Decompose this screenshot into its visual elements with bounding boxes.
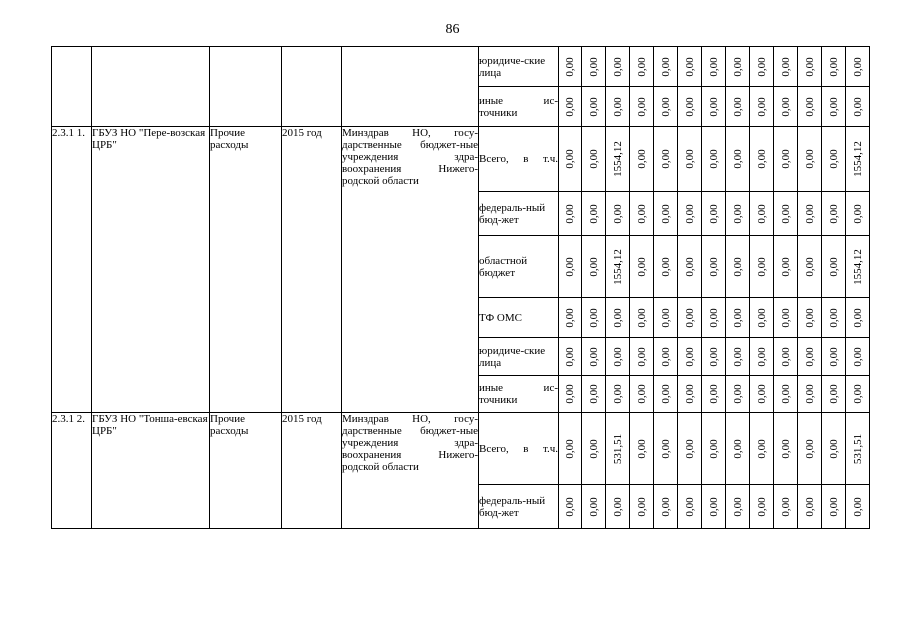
value-text: 0,00 bbox=[611, 346, 624, 367]
value-cell bbox=[678, 338, 702, 376]
source-label: областной бюджет bbox=[479, 236, 559, 298]
value-cell bbox=[846, 376, 870, 413]
executor-cell: Минздрав НО, госу-дарственные бюджет-ные учреждения здра-воохранения Нижего-родской области bbox=[342, 413, 479, 529]
value-text: 0,00 bbox=[587, 149, 600, 169]
value-cell bbox=[798, 87, 822, 127]
value-text: 0,00 bbox=[731, 496, 744, 517]
value-text: 0,00 bbox=[851, 96, 864, 117]
value-text: 0,00 bbox=[564, 96, 576, 117]
value-text: 0,00 bbox=[611, 96, 624, 117]
value-text: 0,00 bbox=[707, 256, 720, 277]
value-text: 0,00 bbox=[683, 496, 696, 517]
value-cell bbox=[582, 192, 606, 236]
value-cell bbox=[582, 236, 606, 298]
value-cell bbox=[606, 338, 630, 376]
value-cell bbox=[822, 338, 846, 376]
value-text: 0,00 bbox=[635, 438, 648, 459]
value-text: 0,00 bbox=[803, 307, 816, 328]
value-cell bbox=[822, 47, 846, 87]
value-cell bbox=[678, 192, 702, 236]
value-cell bbox=[559, 485, 582, 529]
value-text: 0,00 bbox=[659, 96, 672, 117]
source-label: иные ис-точники bbox=[479, 87, 559, 127]
value-cell bbox=[798, 47, 822, 87]
value-cell bbox=[798, 236, 822, 298]
value-text: 1554,12 bbox=[611, 248, 624, 285]
value-text: 0,00 bbox=[707, 346, 720, 367]
value-text: 0,00 bbox=[803, 96, 816, 117]
value-cell bbox=[678, 413, 702, 485]
value-text: 0,00 bbox=[755, 438, 768, 459]
value-cell bbox=[582, 413, 606, 485]
value-cell bbox=[630, 298, 654, 338]
value-text: 0,00 bbox=[659, 384, 672, 404]
value-cell bbox=[559, 87, 582, 127]
value-cell bbox=[630, 376, 654, 413]
value-cell bbox=[798, 298, 822, 338]
value-cell bbox=[774, 236, 798, 298]
value-text: 0,00 bbox=[707, 56, 720, 77]
value-cell bbox=[582, 338, 606, 376]
value-text: 0,00 bbox=[827, 149, 840, 169]
value-cell bbox=[750, 413, 774, 485]
value-text: 0,00 bbox=[683, 56, 696, 77]
value-text: 0,00 bbox=[611, 307, 624, 328]
value-cell bbox=[750, 192, 774, 236]
value-text: 0,00 bbox=[827, 307, 840, 328]
value-cell bbox=[582, 485, 606, 529]
value-cell bbox=[606, 485, 630, 529]
value-text: 0,00 bbox=[851, 384, 864, 404]
value-cell bbox=[750, 236, 774, 298]
value-cell bbox=[726, 298, 750, 338]
value-cell bbox=[846, 413, 870, 485]
value-cell bbox=[606, 376, 630, 413]
value-cell bbox=[774, 127, 798, 192]
value-cell bbox=[798, 192, 822, 236]
value-text: 0,00 bbox=[635, 203, 648, 224]
value-cell bbox=[846, 47, 870, 87]
empty-cell bbox=[282, 47, 342, 127]
value-cell bbox=[702, 485, 726, 529]
value-cell bbox=[774, 87, 798, 127]
value-text: 0,00 bbox=[659, 346, 672, 367]
value-text: 0,00 bbox=[635, 496, 648, 517]
value-text: 0,00 bbox=[707, 149, 720, 169]
value-text: 0,00 bbox=[755, 149, 768, 169]
value-cell bbox=[559, 376, 582, 413]
value-cell bbox=[726, 192, 750, 236]
value-text: 0,00 bbox=[827, 384, 840, 404]
value-text: 0,00 bbox=[683, 307, 696, 328]
value-text: 0,00 bbox=[659, 256, 672, 277]
value-text: 0,00 bbox=[731, 346, 744, 367]
value-text: 0,00 bbox=[755, 346, 768, 367]
value-cell bbox=[822, 87, 846, 127]
value-text: 0,00 bbox=[587, 203, 600, 224]
value-cell bbox=[846, 298, 870, 338]
value-cell bbox=[702, 127, 726, 192]
value-text: 0,00 bbox=[803, 496, 816, 517]
value-text: 0,00 bbox=[803, 56, 816, 77]
value-cell bbox=[606, 413, 630, 485]
value-text: 0,00 bbox=[731, 256, 744, 277]
value-text: 0,00 bbox=[635, 307, 648, 328]
value-cell bbox=[822, 485, 846, 529]
value-cell bbox=[630, 236, 654, 298]
value-text: 0,00 bbox=[707, 96, 720, 117]
value-text: 0,00 bbox=[851, 346, 864, 367]
value-text: 0,00 bbox=[587, 307, 600, 328]
value-cell bbox=[678, 376, 702, 413]
value-cell bbox=[606, 127, 630, 192]
value-cell bbox=[726, 485, 750, 529]
source-label: юридиче-ские лица bbox=[479, 47, 559, 87]
value-text: 0,00 bbox=[587, 384, 600, 404]
value-cell bbox=[750, 376, 774, 413]
value-cell bbox=[774, 413, 798, 485]
value-text: 0,00 bbox=[755, 203, 768, 224]
value-cell bbox=[702, 87, 726, 127]
value-cell bbox=[582, 47, 606, 87]
value-text: 0,00 bbox=[659, 496, 672, 517]
value-text: 0,00 bbox=[779, 384, 792, 404]
value-text: 0,00 bbox=[611, 384, 624, 404]
value-text: 0,00 bbox=[635, 256, 648, 277]
empty-cell bbox=[92, 47, 210, 127]
value-cell bbox=[606, 192, 630, 236]
value-text: 0,00 bbox=[827, 56, 840, 77]
value-cell bbox=[822, 413, 846, 485]
value-text: 0,00 bbox=[779, 256, 792, 277]
empty-cell bbox=[210, 47, 282, 127]
value-text: 0,00 bbox=[587, 346, 600, 367]
value-cell bbox=[702, 192, 726, 236]
value-cell bbox=[559, 192, 582, 236]
value-text: 0,00 bbox=[707, 496, 720, 517]
source-label: федераль-ный бюд-жет bbox=[479, 485, 559, 529]
value-text: 0,00 bbox=[564, 56, 576, 77]
value-text: 0,00 bbox=[587, 256, 600, 277]
value-cell bbox=[582, 376, 606, 413]
value-cell bbox=[750, 338, 774, 376]
value-text: 0,00 bbox=[683, 149, 696, 169]
value-cell bbox=[702, 47, 726, 87]
value-cell bbox=[798, 338, 822, 376]
value-text: 0,00 bbox=[779, 496, 792, 517]
source-label: Всего, в т.ч. bbox=[479, 413, 559, 485]
value-cell bbox=[630, 192, 654, 236]
value-cell bbox=[702, 376, 726, 413]
value-text: 0,00 bbox=[587, 438, 600, 459]
value-cell bbox=[798, 485, 822, 529]
value-cell bbox=[774, 338, 798, 376]
value-text: 0,00 bbox=[659, 307, 672, 328]
value-text: 0,00 bbox=[564, 203, 576, 224]
value-cell bbox=[798, 413, 822, 485]
value-text: 1554,12 bbox=[851, 141, 864, 177]
value-cell bbox=[582, 298, 606, 338]
value-cell bbox=[606, 87, 630, 127]
value-cell bbox=[774, 47, 798, 87]
value-text: 0,00 bbox=[755, 496, 768, 517]
table-row bbox=[52, 413, 870, 485]
value-cell bbox=[726, 127, 750, 192]
value-text: 0,00 bbox=[803, 384, 816, 404]
value-cell bbox=[678, 485, 702, 529]
value-text: 0,00 bbox=[803, 203, 816, 224]
value-cell bbox=[726, 87, 750, 127]
value-cell bbox=[822, 236, 846, 298]
value-text: 0,00 bbox=[803, 256, 816, 277]
budget-table bbox=[51, 46, 870, 529]
value-text: 0,00 bbox=[611, 203, 624, 224]
value-text: 0,00 bbox=[635, 346, 648, 367]
value-text: 0,00 bbox=[587, 56, 600, 77]
value-cell bbox=[702, 413, 726, 485]
value-text: 0,00 bbox=[683, 96, 696, 117]
value-text: 0,00 bbox=[779, 438, 792, 459]
value-text: 1554,12 bbox=[611, 141, 624, 177]
value-cell bbox=[559, 127, 582, 192]
value-text: 0,00 bbox=[731, 56, 744, 77]
value-text: 0,00 bbox=[564, 438, 576, 459]
measure-code: 2.3.1 1. bbox=[52, 127, 92, 413]
value-cell bbox=[750, 47, 774, 87]
year-cell: 2015 год bbox=[282, 127, 342, 413]
value-cell bbox=[654, 298, 678, 338]
source-label: федераль-ный бюд-жет bbox=[479, 192, 559, 236]
value-cell bbox=[726, 376, 750, 413]
table-row bbox=[52, 127, 870, 192]
value-text: 0,00 bbox=[683, 346, 696, 367]
value-cell bbox=[750, 127, 774, 192]
value-text: 0,00 bbox=[611, 56, 624, 77]
value-text: 0,00 bbox=[683, 203, 696, 224]
value-text: 0,00 bbox=[851, 56, 864, 77]
value-cell bbox=[702, 298, 726, 338]
value-cell bbox=[630, 338, 654, 376]
value-text: 0,00 bbox=[635, 384, 648, 404]
value-text: 0,00 bbox=[731, 307, 744, 328]
value-text: 531,51 bbox=[611, 433, 624, 464]
value-cell bbox=[654, 376, 678, 413]
value-text: 0,00 bbox=[827, 256, 840, 277]
value-cell bbox=[654, 485, 678, 529]
value-cell bbox=[559, 298, 582, 338]
value-cell bbox=[582, 127, 606, 192]
value-cell bbox=[750, 298, 774, 338]
value-cell bbox=[654, 47, 678, 87]
value-cell bbox=[726, 236, 750, 298]
value-text: 0,00 bbox=[564, 496, 576, 517]
value-cell bbox=[822, 298, 846, 338]
value-text: 0,00 bbox=[635, 96, 648, 117]
value-cell bbox=[726, 338, 750, 376]
value-text: 0,00 bbox=[707, 438, 720, 459]
value-cell bbox=[654, 87, 678, 127]
value-cell bbox=[606, 298, 630, 338]
value-text: 0,00 bbox=[731, 96, 744, 117]
value-cell bbox=[798, 127, 822, 192]
source-label: ТФ ОМС bbox=[479, 298, 559, 338]
value-cell bbox=[846, 236, 870, 298]
value-cell bbox=[750, 87, 774, 127]
value-text: 0,00 bbox=[659, 203, 672, 224]
value-text: 0,00 bbox=[755, 307, 768, 328]
value-text: 0,00 bbox=[564, 346, 576, 367]
value-text: 0,00 bbox=[635, 149, 648, 169]
value-cell bbox=[630, 127, 654, 192]
value-cell bbox=[606, 47, 630, 87]
value-cell bbox=[846, 127, 870, 192]
value-cell bbox=[654, 192, 678, 236]
value-text: 0,00 bbox=[731, 438, 744, 459]
empty-cell bbox=[52, 47, 92, 127]
value-text: 0,00 bbox=[779, 149, 792, 169]
value-text: 0,00 bbox=[803, 346, 816, 367]
value-cell bbox=[726, 413, 750, 485]
value-text: 0,00 bbox=[851, 203, 864, 224]
value-text: 0,00 bbox=[827, 203, 840, 224]
value-cell bbox=[559, 413, 582, 485]
value-cell bbox=[702, 236, 726, 298]
institution-name: ГБУЗ НО "Пере-возская ЦРБ" bbox=[92, 127, 210, 413]
value-text: 0,00 bbox=[707, 203, 720, 224]
value-cell bbox=[630, 47, 654, 87]
value-text: 531,51 bbox=[851, 433, 864, 464]
value-cell bbox=[559, 338, 582, 376]
value-text: 0,00 bbox=[731, 149, 744, 169]
value-text: 0,00 bbox=[683, 438, 696, 459]
value-cell bbox=[822, 192, 846, 236]
value-text: 0,00 bbox=[827, 346, 840, 367]
source-label: юридиче-ские лица bbox=[479, 338, 559, 376]
value-cell bbox=[630, 87, 654, 127]
value-cell bbox=[798, 376, 822, 413]
value-cell bbox=[678, 127, 702, 192]
value-text: 0,00 bbox=[683, 256, 696, 277]
value-text: 0,00 bbox=[587, 496, 600, 517]
value-cell bbox=[846, 192, 870, 236]
value-cell bbox=[846, 485, 870, 529]
source-label: Всего, в т.ч. bbox=[479, 127, 559, 192]
value-cell bbox=[678, 298, 702, 338]
value-cell bbox=[846, 338, 870, 376]
value-text: 0,00 bbox=[755, 384, 768, 404]
value-text: 0,00 bbox=[731, 384, 744, 404]
value-cell bbox=[582, 87, 606, 127]
page-number: 86 bbox=[445, 22, 460, 37]
source-label: иные ис-точники bbox=[479, 376, 559, 413]
value-text: 0,00 bbox=[803, 438, 816, 459]
value-text: 0,00 bbox=[827, 96, 840, 117]
value-text: 0,00 bbox=[635, 56, 648, 77]
value-text: 0,00 bbox=[659, 438, 672, 459]
value-cell bbox=[678, 87, 702, 127]
value-cell bbox=[559, 236, 582, 298]
value-cell bbox=[822, 376, 846, 413]
value-text: 0,00 bbox=[755, 96, 768, 117]
value-text: 0,00 bbox=[827, 438, 840, 459]
value-text: 0,00 bbox=[564, 307, 576, 328]
value-cell bbox=[606, 236, 630, 298]
value-text: 0,00 bbox=[779, 203, 792, 224]
value-cell bbox=[846, 87, 870, 127]
value-text: 0,00 bbox=[659, 149, 672, 169]
value-cell bbox=[654, 236, 678, 298]
value-text: 0,00 bbox=[779, 307, 792, 328]
value-text: 0,00 bbox=[779, 56, 792, 77]
institution-name: ГБУЗ НО "Тоншa-евская ЦРБ" bbox=[92, 413, 210, 529]
table-row bbox=[52, 47, 870, 87]
value-text: 0,00 bbox=[564, 149, 576, 169]
value-cell bbox=[630, 485, 654, 529]
value-text: 0,00 bbox=[564, 384, 576, 404]
value-text: 0,00 bbox=[755, 56, 768, 77]
empty-cell bbox=[342, 47, 479, 127]
value-cell bbox=[750, 485, 774, 529]
expense-type: Прочие расходы bbox=[210, 127, 282, 413]
value-cell bbox=[630, 413, 654, 485]
value-cell bbox=[654, 413, 678, 485]
value-text: 0,00 bbox=[707, 307, 720, 328]
year-cell: 2015 год bbox=[282, 413, 342, 529]
value-cell bbox=[774, 298, 798, 338]
value-cell bbox=[774, 192, 798, 236]
value-cell bbox=[654, 338, 678, 376]
value-text: 1554,12 bbox=[851, 248, 864, 285]
value-text: 0,00 bbox=[564, 256, 576, 277]
value-text: 0,00 bbox=[659, 56, 672, 77]
value-cell bbox=[726, 47, 750, 87]
value-text: 0,00 bbox=[731, 203, 744, 224]
value-text: 0,00 bbox=[755, 256, 768, 277]
value-cell bbox=[822, 127, 846, 192]
value-text: 0,00 bbox=[779, 96, 792, 117]
expense-type: Прочие расходы bbox=[210, 413, 282, 529]
value-text: 0,00 bbox=[587, 96, 600, 117]
value-text: 0,00 bbox=[803, 149, 816, 169]
value-cell bbox=[559, 47, 582, 87]
value-cell bbox=[774, 376, 798, 413]
value-text: 0,00 bbox=[851, 307, 864, 328]
value-text: 0,00 bbox=[683, 384, 696, 404]
value-text: 0,00 bbox=[851, 496, 864, 517]
executor-cell: Минздрав НО, госу-дарственные бюджет-ные учреждения здра-воохранения Нижего-родской области bbox=[342, 127, 479, 413]
value-text: 0,00 bbox=[779, 346, 792, 367]
value-text: 0,00 bbox=[707, 384, 720, 404]
value-cell bbox=[678, 47, 702, 87]
value-cell bbox=[702, 338, 726, 376]
value-text: 0,00 bbox=[827, 496, 840, 517]
value-cell bbox=[774, 485, 798, 529]
value-text: 0,00 bbox=[611, 496, 624, 517]
value-cell bbox=[678, 236, 702, 298]
measure-code: 2.3.1 2. bbox=[52, 413, 92, 529]
value-cell bbox=[654, 127, 678, 192]
